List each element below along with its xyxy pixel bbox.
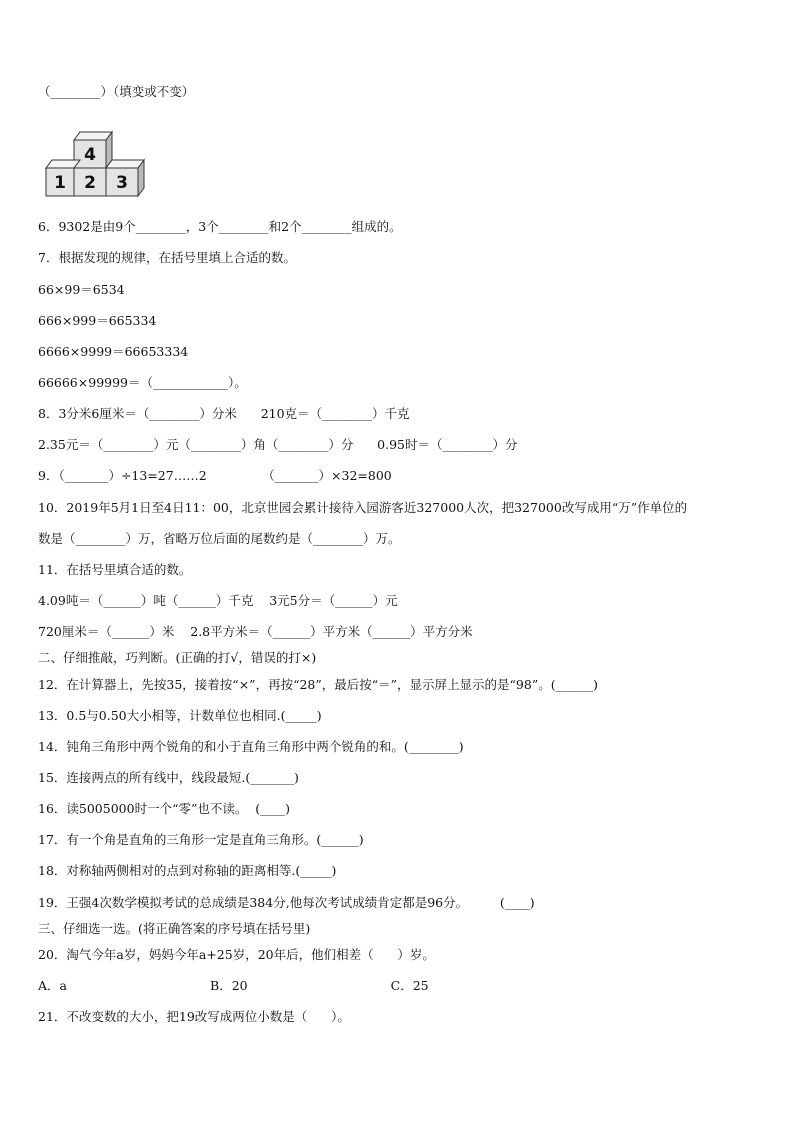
question-11-line-2: 720厘米＝（______）米 2.8平方米＝（______）平方米（______）平方分米 [38, 624, 473, 639]
question-11: 11．在括号里填合适的数。 [38, 562, 192, 577]
question-21: 21．不改变数的大小，把19改写成两位小数是（ ）。 [38, 1009, 350, 1024]
question-16: 16．读5005000时一个“零”也不读。 (____) [38, 801, 291, 816]
cube-label-2: 2 [84, 173, 96, 193]
answer-line-blank-change: （________）（填变或不变） [38, 84, 195, 99]
cube-stack-figure [44, 126, 154, 198]
question-18: 18．对称轴两侧相对的点到对称轴的距离相等.(_____) [38, 863, 337, 878]
question-8-line-1: 8．3分米6厘米＝（________）分米 210克＝（________）千克 [38, 406, 410, 421]
cube-label-4: 4 [84, 145, 96, 165]
pattern-line-4: 66666×99999＝（____________）。 [38, 375, 247, 390]
pattern-line-1: 66×99＝6534 [38, 282, 125, 297]
question-6: 6．9302是由9个________，3个________和2个________组成的。 [38, 219, 402, 234]
question-15: 15．连接两点的所有线中，线段最短.(_______) [38, 770, 299, 785]
question-12: 12．在计算器上，先按35，接着按“×”，再按“28”，最后按“＝”，显示屏上显示的是“98”。(______) [38, 677, 598, 692]
question-17: 17．有一个角是直角的三角形一定是直角三角形。(______) [38, 832, 364, 847]
question-13: 13．0.5与0.50大小相等，计数单位也相同.(_____) [38, 708, 322, 723]
question-19: 19．王强4次数学模拟考试的总成绩是384分,他每次考试成绩肯定都是96分。 (____) [38, 895, 535, 910]
question-20: 20．淘气今年a岁，妈妈今年a+25岁，20年后，他们相差（ ）岁。 [38, 947, 435, 962]
pattern-line-3: 6666×9999＝66653334 [38, 344, 189, 359]
section-3-heading: 三、仔细选一选。(将正确答案的序号填在括号里) [38, 921, 311, 936]
question-10-line-2: 数是（________）万，省略万位后面的尾数约是（________）万。 [38, 531, 401, 546]
question-11-line-1: 4.09吨＝（______）吨（______）千克 3元5分＝（______）元 [38, 593, 398, 608]
cube-label-3: 3 [116, 173, 128, 193]
question-7: 7．根据发现的规律，在括号里填上合适的数。 [38, 250, 296, 265]
pattern-line-2: 666×999＝665334 [38, 313, 157, 328]
question-10-line-1: 10．2019年5月1日至4日11：00，北京世园会累计接待入园游客近327000人次，把327000改写成用“万”作单位的 [38, 500, 688, 515]
question-20-options: A．a B．20 C．25 [38, 978, 429, 993]
section-2-heading: 二、仔细推敲，巧判断。(正确的打√，错误的打×) [38, 650, 317, 665]
question-14: 14．钝角三角形中两个锐角的和小于直角三角形中两个锐角的和。(________) [38, 739, 464, 754]
cube-label-1: 1 [54, 173, 66, 193]
question-8-line-2: 2.35元＝（________）元（________）角（________）分 0.95时＝（________）分 [38, 437, 518, 452]
question-9: 9．（_______）÷13=27……2 （_______）×32=800 [38, 468, 392, 483]
